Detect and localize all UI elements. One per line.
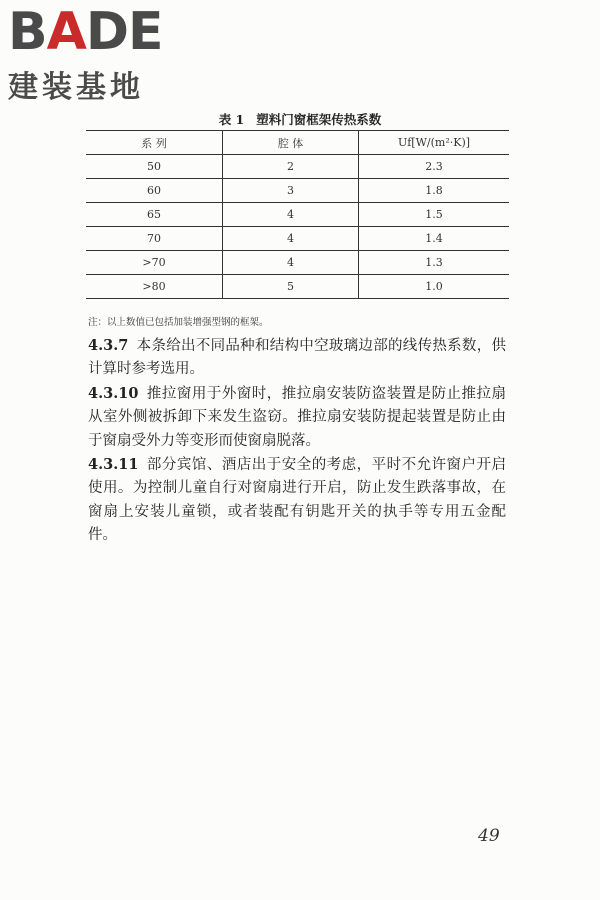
cell-chambers: 4: [223, 251, 359, 275]
header-uf: Uf[W/(m²·K)]: [359, 131, 510, 155]
page-number: 49: [478, 826, 500, 846]
cell-uf: 1.4: [359, 227, 510, 251]
heat-transfer-table: [86, 130, 509, 299]
cell-uf: 1.0: [359, 275, 510, 299]
cell-chambers: 4: [223, 227, 359, 251]
cell-chambers: 5: [223, 275, 359, 299]
table-row: [86, 251, 509, 275]
logo-letters-suffix: DE: [85, 2, 163, 62]
table-note: 注：以上数值已包括加装增强型钢的框架。: [88, 317, 269, 328]
clause-paragraph: [88, 453, 506, 548]
table-row: [86, 227, 509, 251]
cell-series: 65: [86, 203, 223, 227]
table-row: [86, 155, 509, 179]
logo-subtitle: 建装基地: [8, 70, 144, 105]
cell-uf: 2.3: [359, 155, 510, 179]
cell-series: 70: [86, 227, 223, 251]
table-caption-title: 塑料门窗框架传热系数: [256, 112, 382, 127]
cell-chambers: 2: [223, 155, 359, 179]
cell-series: 50: [86, 155, 223, 179]
clause-text: 推拉窗用于外窗时，推拉扇安装防盗装置是防止推拉扇从室外侧被拆卸下来发生盗窃。推拉扇安装防提起装置是防止由于窗扇受外力等变形而使窗扇脱落。: [88, 385, 506, 449]
table-caption-number: 表 1: [218, 112, 245, 127]
cell-uf: 1.8: [359, 179, 510, 203]
clause-paragraph: [88, 334, 506, 382]
clause-paragraph: [88, 382, 506, 453]
header-chambers: 腔 体: [223, 131, 359, 155]
logo-wordmark: [8, 2, 208, 62]
logo-letter-accent: A: [46, 2, 86, 62]
clause-number: 4.3.10: [88, 384, 139, 402]
table-caption: [0, 110, 600, 128]
clause-text: 部分宾馆、酒店出于安全的考虑，平时不允许窗户开启使用。为控制儿童自行对窗扇进行开启，防止发生跌落事故，在窗扇上安装儿童锁，或者装配有钥匙开关的执手等专用五金配件。: [88, 457, 506, 544]
table-row: [86, 203, 509, 227]
clause-text: 本条给出不同品种和结构中空玻璃边部的线传热系数，供计算时参考选用。: [88, 338, 506, 378]
cell-chambers: 3: [223, 179, 359, 203]
clause-number: 4.3.7: [88, 337, 129, 354]
header-series: 系 列: [86, 131, 223, 155]
table-header-row: [86, 131, 509, 155]
cell-series: 60: [86, 179, 223, 203]
cell-series: >80: [86, 275, 223, 299]
cell-series: >70: [86, 251, 223, 275]
clause-number: 4.3.11: [88, 456, 139, 474]
logo-letters-prefix: B: [8, 2, 47, 62]
table-row: [86, 179, 509, 203]
cell-chambers: 4: [223, 203, 359, 227]
cell-uf: 1.3: [359, 251, 510, 275]
table-row: [86, 275, 509, 299]
cell-uf: 1.5: [359, 203, 510, 227]
brand-logo: [8, 2, 208, 116]
clauses-section: [88, 334, 506, 548]
